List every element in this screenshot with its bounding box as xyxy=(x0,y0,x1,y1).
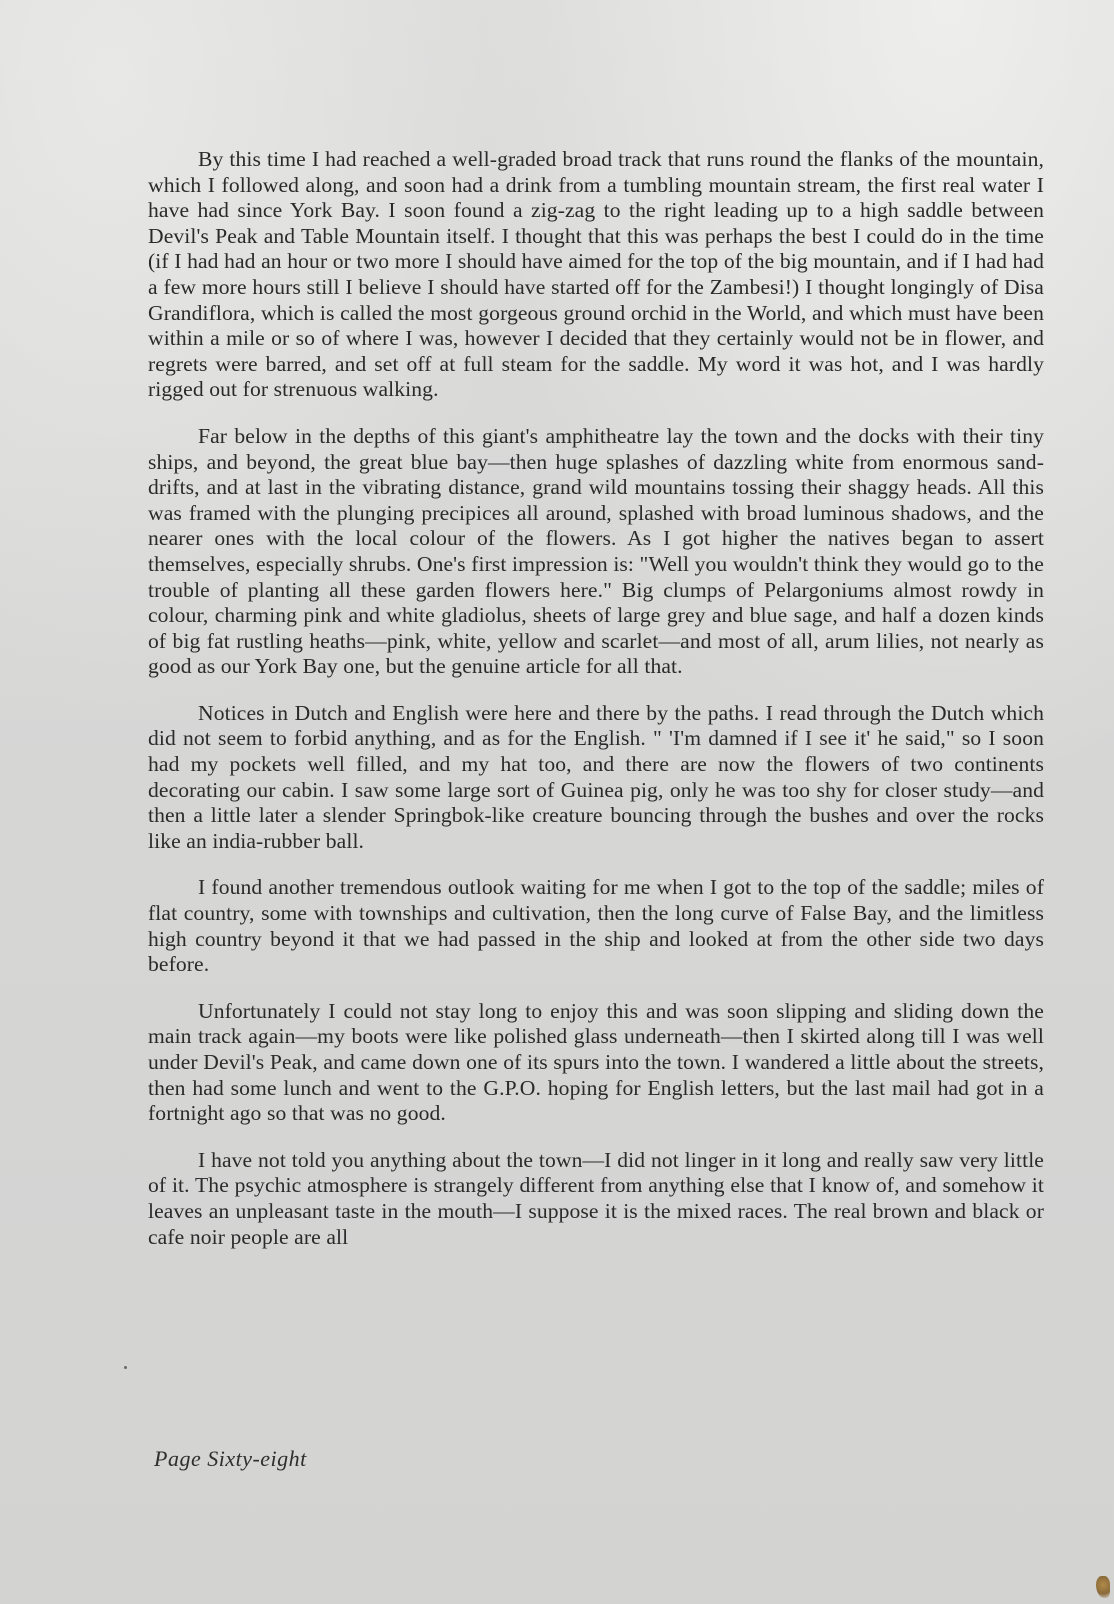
paragraph-1: By this time I had reached a well-graded broad track that runs round the flanks of the mountain, which I followed along, and soon had a drink from a tumbling mountain stream, the first real water I have had since York Bay. I soon found a zig-zag to the right leading up to a high saddle between Devil's Peak and Table Mountain itself. I thought that this was perhaps the best I could do in the time (if I had had an hour or two more I should have aimed for the top of the big mountain, and if I had had a few more hours still I believe I should have started off for the Zambesi!) I thought longingly of Disa Grandiflora, which is called the most gorgeous ground orchid in the World, and which must have been within a mile or so of where I was, however I decided that they certainly would not be in flower, and regrets were barred, and set off at full steam for the saddle. My word it was hot, and I was hardly rigged out for strenuous walking. xyxy=(148,147,1044,402)
paragraph-3: Notices in Dutch and English were here and there by the paths. I read through the Dutch which did not seem to forbid anything, and as for the English. " 'I'm damned if I see it' he said," so I soon had my pockets well filled, and my hat too, and there are now the flowers of two continents decorating our cabin. I saw some large sort of Guinea pig, only he was too shy for closer study—and then a little later a slender Springbok-like creature bouncing through the bushes and over the rocks like an india-rubber ball. xyxy=(148,700,1044,853)
paragraph-5: Unfortunately I could not stay long to enjoy this and was soon slipping and sliding down the main track again—my boots were like polished glass underneath—then I skirted along till I was well under Devil's Peak, and came down one of its spurs into the town. I wandered a little about the streets, then had some lunch and went to the G.P.O. hoping for English letters, but the last mail had got in a fortnight ago so that was no good. xyxy=(148,998,1044,1126)
paragraph-2: Far below in the depths of this giant's amphitheatre lay the town and the docks with their tiny ships, and beyond, the great blue bay—then huge splashes of dazzling white from enormous sand-drifts, and at last in the vibrating distance, grand wild mountains tossing their shaggy heads. All this was framed with the plunging precipices all around, splashed with broad luminous shadows, and the nearer ones with the local colour of the flowers. As I got higher the natives began to assert themselves, especially shrubs. One's first impression is: "Well you wouldn't think they would go to the trouble of planting all these garden flowers here." Big clumps of Pelargoniums almost rowdy in colour, charming pink and white gladiolus, sheets of large grey and blue sage, and half a dozen kinds of big fat rustling heaths—pink, white, yellow and scarlet—and most of all, arum lilies, not nearly as good as our York Bay one, but the genuine article for all that. xyxy=(148,423,1044,679)
paragraph-4: I found another tremendous outlook waiting for me when I got to the top of the saddle; miles of flat country, some with townships and cultivation, then the long curve of False Bay, and the limitless high country beyond it that we had passed in the ship and looked at from the other side two days before. xyxy=(148,875,1044,977)
body-text xyxy=(148,147,1044,1250)
paragraph-6: I have not told you anything about the town—I did not linger in it long and really saw very little of it. The psychic atmosphere is strangely different from anything else that I know of, and somehow it leaves an unpleasant taste in the mouth—I suppose it is the mixed races. The real brown and black or cafe noir people are all xyxy=(148,1147,1044,1249)
page-number: Page Sixty-eight xyxy=(154,1446,307,1471)
paper-speck xyxy=(124,1366,127,1369)
corner-stain xyxy=(1096,1576,1110,1598)
